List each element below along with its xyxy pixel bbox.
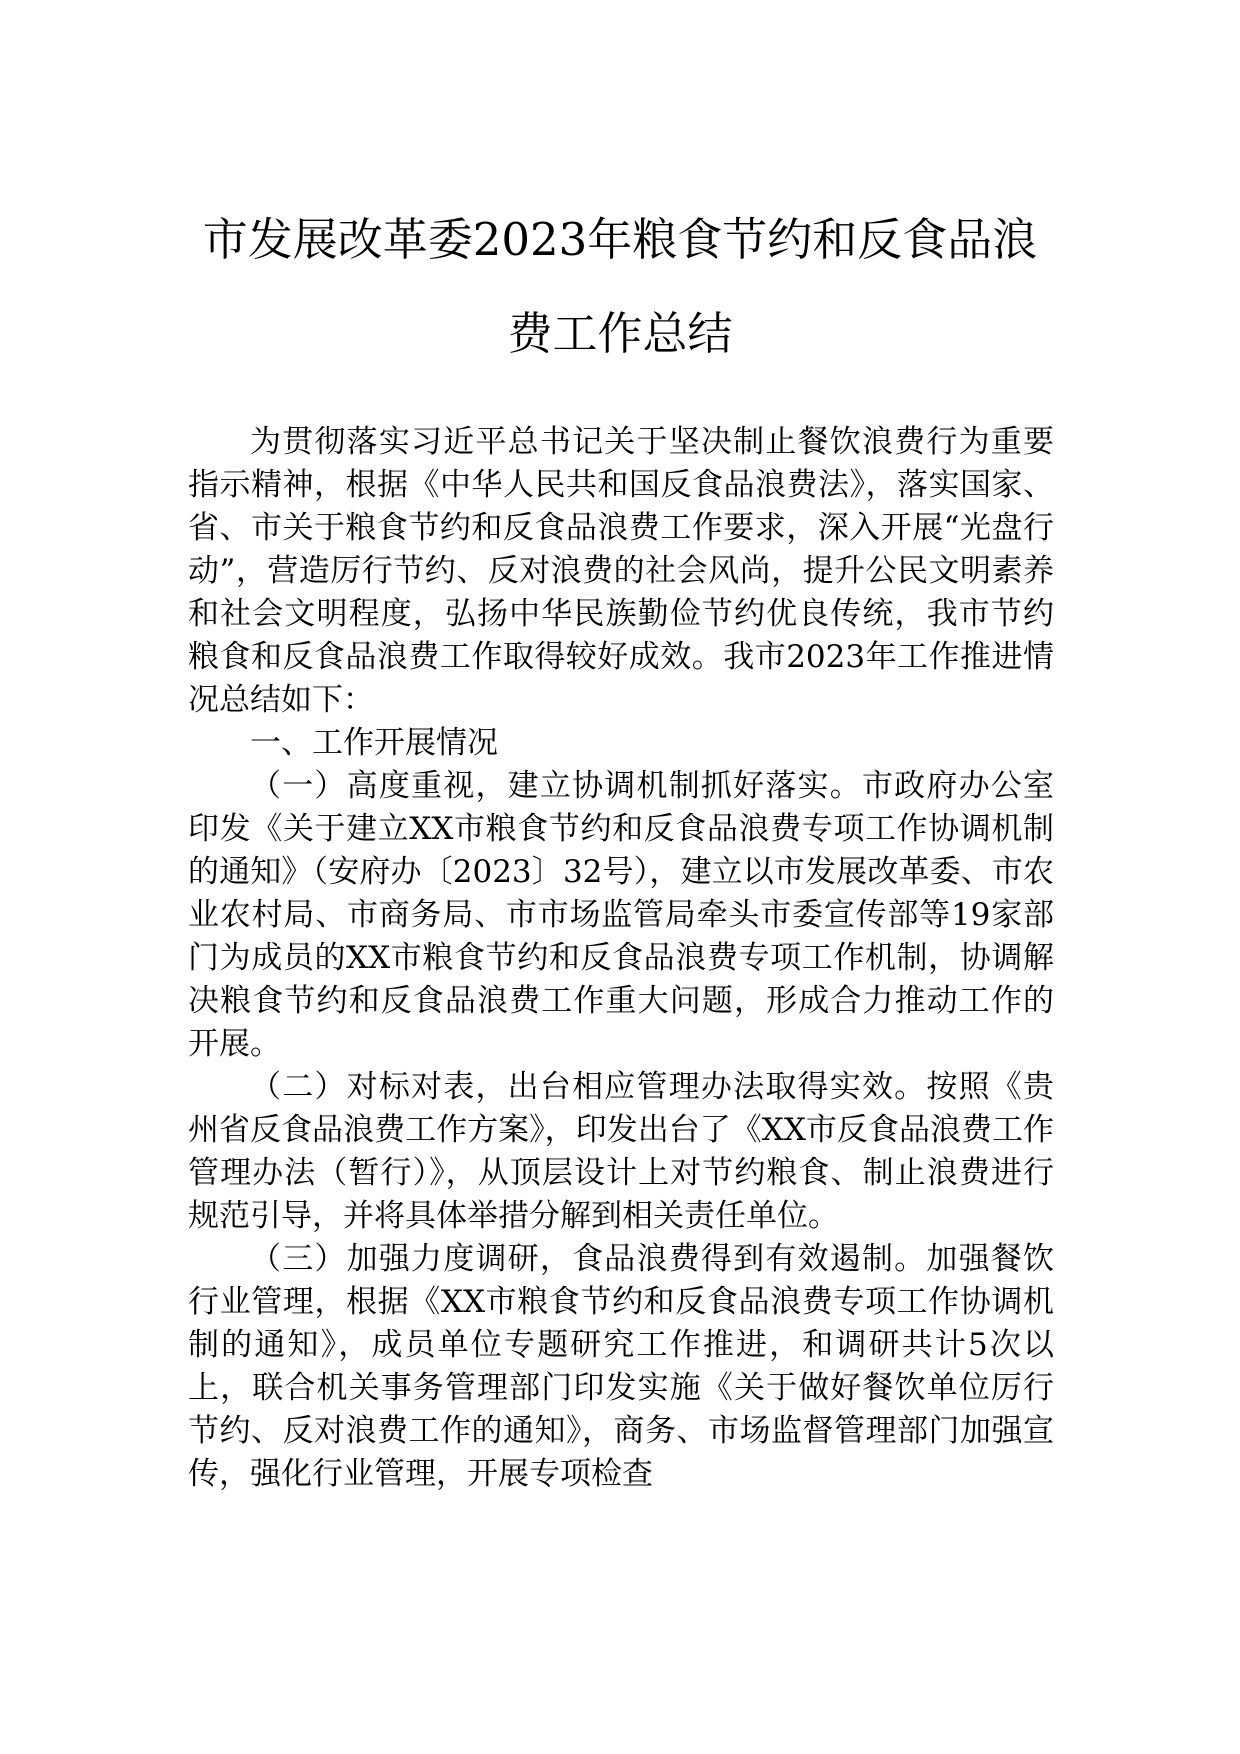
paragraph-item-3: （三）加强力度调研，食品浪费得到有效遏制。加强餐饮行业管理，根据《XX市粮食节约和反食品浪费专项工作协调机制的通知》，成员单位专题研究工作推进，和调研共计5次以上，联合机关事务管理部门印发实施《关于做好餐饮单位厉行节约、反对浪费工作的通知》，商务、市场监督管理部门加强宣传，强化行业管理，开展专项检查 [188, 1241, 1054, 1492]
document-title [150, 193, 1090, 381]
title-line-2: 费工作总结 [507, 307, 733, 360]
paragraph-item-2: （二）对标对表，出台相应管理办法取得实效。按照《贵州省反食品浪费工作方案》，印发出台了《XX市反食品浪费工作管理办法（暂行）》，从顶层设计上对节约粮食、制止浪费进行规范引导，并将具体举措分解到相关责任单位。 [188, 1069, 1054, 1234]
document-body [188, 421, 1054, 1496]
paragraph-item-1: （一）高度重视，建立协调机制抓好落实。市政府办公室印发《关于建立XX市粮食节约和反食品浪费专项工作协调机制的通知》（安府办〔2023〕32号），建立以市发展改革委、市农业农村局、市商务局、市市场监管局牵头市委宣传部等19家部门为成员的XX市粮食节约和反食品浪费专项工作机制，协调解决粮食节约和反食品浪费工作重大问题，形成合力推动工作的开展。 [188, 768, 1054, 1062]
title-line-1: 市发展改革委2023年粮食节约和反食品浪 [202, 213, 1038, 266]
section-heading: 一、工作开展情况 [250, 725, 498, 761]
paragraph-intro: 为贯彻落实习近平总书记关于坚决制止餐饮浪费行为重要指示精神，根据《中华人民共和国反食品浪费法》，落实国家、省、市关于粮食节约和反食品浪费工作要求，深入开展“光盘行动”，营造厉行节约、反对浪费的社会风尚，提升公民文明素养和社会文明程度，弘扬中华民族勤俭节约优良传统，我市节约粮食和反食品浪费工作取得较好成效。我市2023年工作推进情况总结如下： [188, 424, 1054, 718]
